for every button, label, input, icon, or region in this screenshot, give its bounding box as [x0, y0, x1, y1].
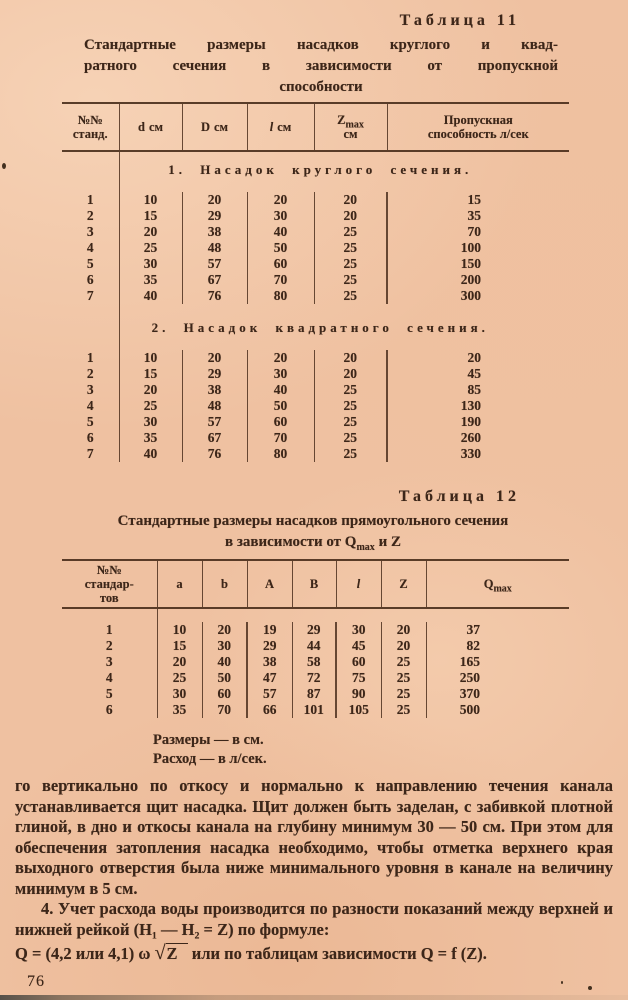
cell: 10 [157, 622, 202, 638]
header-text: №№ [77, 113, 103, 127]
cell: 67 [182, 430, 247, 446]
caption-line [58, 532, 568, 553]
cell: 20 [381, 638, 426, 654]
cell: 130 [387, 398, 569, 414]
header-symbol: D [200, 120, 210, 134]
cell: 35 [119, 272, 182, 288]
table-row [62, 382, 569, 398]
cell: 165 [426, 654, 569, 670]
cell: 20 [247, 350, 314, 366]
table-12 [62, 559, 569, 718]
header-cell-zmax [314, 103, 387, 151]
header-cell-A [247, 560, 292, 608]
section-title-cell [119, 319, 569, 337]
cell: 20 [247, 192, 314, 208]
caption-text: в зависимости от Q [225, 534, 357, 550]
cell: 20 [182, 350, 247, 366]
cell: 20 [314, 192, 387, 208]
table-spacer-row [62, 179, 569, 192]
header-cell-a [157, 560, 202, 608]
cell: 25 [314, 240, 387, 256]
spacer-cell [119, 304, 569, 319]
header-cell-b [202, 560, 247, 608]
cell: 50 [247, 398, 314, 414]
caption-text: и Z [374, 534, 401, 550]
cell: 25 [314, 430, 387, 446]
cell: 30 [336, 622, 381, 638]
cell: 40 [202, 654, 247, 670]
table-spacer-row [62, 337, 569, 350]
header-symbol: b [221, 577, 228, 591]
section-title: 1. Насадок круглого сечения. [168, 162, 473, 177]
cell: 60 [247, 256, 314, 272]
cell: 48 [182, 398, 247, 414]
caption-line: Стандартные размеры насадков прямоугольного сечения [117, 513, 509, 529]
cell: 6 [105, 702, 113, 717]
header-text: тов [99, 591, 119, 605]
cell: 3 [105, 654, 113, 669]
cell: 15 [119, 208, 182, 224]
cell: 90 [336, 686, 381, 702]
cell: 70 [387, 224, 569, 240]
table-11-caption [84, 35, 558, 98]
cell: 2 [86, 208, 94, 223]
cell: 40 [247, 382, 314, 398]
header-unit: см [213, 120, 229, 134]
formula-text: или по таблицам зависимости Q = f (Z). [187, 944, 487, 963]
cell: 80 [247, 446, 314, 462]
cell: 6 [86, 430, 94, 445]
spacer-cell [119, 151, 569, 161]
page-number: 76 [27, 973, 45, 990]
cell: 25 [119, 240, 182, 256]
cell: 80 [247, 288, 314, 304]
cell: 44 [292, 638, 336, 654]
cell: 35 [387, 208, 569, 224]
header-cell-Z [381, 560, 426, 608]
cell: 20 [314, 208, 387, 224]
cell: 67 [182, 272, 247, 288]
cell: 30 [119, 256, 182, 272]
cell: 250 [426, 670, 569, 686]
spacer-cell [62, 304, 119, 319]
cell: 1 [86, 350, 94, 365]
cell: 4 [105, 670, 113, 685]
note-line: Размеры — в см. [153, 732, 264, 748]
cell: 15 [387, 192, 569, 208]
cell: 500 [426, 702, 569, 718]
cell: 29 [247, 638, 292, 654]
header-symbol: Z [399, 577, 408, 591]
cell: 38 [247, 654, 292, 670]
cell: 25 [381, 686, 426, 702]
spacer-cell [157, 608, 569, 622]
cell: 10 [119, 350, 182, 366]
section-title: 2. Насадок квадратного сечения. [151, 320, 489, 335]
header-cell-qmax [426, 560, 569, 608]
header-cell-l [247, 103, 314, 151]
header-symbol: l [269, 120, 274, 134]
cell: 66 [247, 702, 292, 718]
cell: 330 [387, 446, 569, 462]
cell: 1 [105, 622, 113, 637]
section-title-cell [119, 161, 569, 179]
table-row [62, 256, 569, 272]
cell: 25 [381, 654, 426, 670]
spacer-cell [62, 161, 119, 179]
cell: 75 [336, 670, 381, 686]
cell: 25 [381, 702, 426, 718]
table-row [62, 670, 569, 686]
table-11 [62, 102, 569, 462]
cell: 25 [119, 398, 182, 414]
cell: 25 [314, 272, 387, 288]
cell: 60 [202, 686, 247, 702]
table-row [62, 224, 569, 240]
header-unit: см [277, 120, 292, 134]
table-spacer-row [62, 151, 569, 161]
spacer-cell [119, 179, 569, 192]
cell: 1 [86, 192, 94, 207]
cell: 60 [336, 654, 381, 670]
cell: 58 [292, 654, 336, 670]
table-11-header-row [62, 103, 569, 151]
table-row [62, 398, 569, 414]
caption-subscript: max [356, 542, 375, 553]
cell: 48 [182, 240, 247, 256]
cell: 57 [247, 686, 292, 702]
header-text: №№ [96, 563, 122, 577]
table-row [62, 192, 569, 208]
cell: 25 [314, 382, 387, 398]
cell: 19 [247, 622, 292, 638]
cell: 38 [182, 382, 247, 398]
cell: 87 [292, 686, 336, 702]
note-line: Расход — в л/сек. [153, 751, 267, 767]
cell: 40 [247, 224, 314, 240]
cell: 150 [387, 256, 569, 272]
header-symbol: B [309, 577, 319, 591]
table-row [62, 272, 569, 288]
cell: 20 [314, 366, 387, 382]
cell: 35 [157, 702, 202, 718]
cell: 76 [182, 446, 247, 462]
cell: 50 [202, 670, 247, 686]
table-row [62, 654, 569, 670]
table-12-header-row [62, 560, 569, 608]
table-row [62, 366, 569, 382]
cell: 4 [86, 240, 94, 255]
cell: 25 [314, 446, 387, 462]
cell: 25 [314, 224, 387, 240]
cell: 300 [387, 288, 569, 304]
cell: 370 [426, 686, 569, 702]
body-text [15, 776, 613, 991]
header-cell-l [336, 560, 381, 608]
header-symbol: l [356, 577, 361, 591]
cell: 25 [314, 288, 387, 304]
cell: 15 [157, 638, 202, 654]
table-notes [153, 731, 628, 769]
paper-speck [588, 986, 592, 990]
cell: 30 [202, 638, 247, 654]
table-row [62, 288, 569, 304]
spacer-cell [62, 608, 157, 622]
cell: 29 [182, 208, 247, 224]
cell: 2 [86, 366, 94, 381]
cell: 60 [247, 414, 314, 430]
cell: 29 [292, 622, 336, 638]
cell: 105 [336, 702, 381, 718]
cell: 70 [202, 702, 247, 718]
paragraph-item-4: 4. Учет расхода воды производится по разности показаний между верхней и нижней рейкой (H₁ — H₂ = Z) по формуле: [15, 899, 613, 939]
formula-radicand: Z [166, 943, 188, 963]
spacer-cell [62, 151, 119, 161]
cell: 3 [86, 224, 94, 239]
cell: 25 [381, 670, 426, 686]
table-12-label: Таблица 12 [398, 488, 520, 505]
header-subscript: max [345, 119, 364, 131]
cell: 40 [119, 446, 182, 462]
cell: 40 [119, 288, 182, 304]
cell: 20 [202, 622, 247, 638]
spacer-cell [62, 179, 119, 192]
header-symbol: Z [337, 113, 346, 127]
cell: 82 [426, 638, 569, 654]
header-symbol: Q [483, 577, 494, 591]
cell: 70 [247, 430, 314, 446]
section-2-title-row [62, 319, 569, 337]
cell: 2 [105, 638, 113, 653]
table-row [62, 350, 569, 366]
cell: 25 [314, 256, 387, 272]
cell: 5 [86, 414, 94, 429]
formula-text: Q = (4,2 или 4,1) ω [15, 944, 155, 963]
caption-line: Стандартные размеры насадков круглого и квад- [84, 37, 558, 53]
cell: 50 [247, 240, 314, 256]
header-subscript: max [493, 583, 512, 595]
table-row [62, 446, 569, 462]
header-cell-D [182, 103, 247, 151]
cell: 5 [86, 256, 94, 271]
header-cell-number [62, 103, 119, 151]
table-row [62, 638, 569, 654]
formula-line [15, 942, 613, 965]
cell: 10 [119, 192, 182, 208]
cell: 38 [182, 224, 247, 240]
header-symbol: A [264, 577, 275, 591]
table-row [62, 622, 569, 638]
cell: 30 [247, 366, 314, 382]
cell: 7 [86, 288, 94, 303]
cell: 6 [86, 272, 94, 287]
cell: 30 [119, 414, 182, 430]
table-row [62, 414, 569, 430]
cell: 20 [119, 382, 182, 398]
cell: 25 [157, 670, 202, 686]
caption-line: способности [279, 79, 363, 95]
cell: 57 [182, 414, 247, 430]
cell: 5 [105, 686, 113, 701]
table-row [62, 686, 569, 702]
cell: 260 [387, 430, 569, 446]
cell: 85 [387, 382, 569, 398]
cell: 20 [182, 192, 247, 208]
cell: 45 [336, 638, 381, 654]
cell: 15 [119, 366, 182, 382]
cell: 200 [387, 272, 569, 288]
spacer-cell [62, 319, 119, 337]
table-row [62, 208, 569, 224]
header-cell-capacity [387, 103, 569, 151]
cell: 76 [182, 288, 247, 304]
cell: 25 [314, 398, 387, 414]
cell: 47 [247, 670, 292, 686]
cell: 72 [292, 670, 336, 686]
cell: 20 [387, 350, 569, 366]
cell: 29 [182, 366, 247, 382]
paper-speck [2, 163, 6, 169]
header-text: стандар- [84, 577, 134, 591]
table-spacer-row [62, 608, 569, 622]
cell: 4 [86, 398, 94, 413]
cell: 20 [314, 350, 387, 366]
cell: 25 [314, 414, 387, 430]
square-root-icon: √ [154, 942, 166, 964]
spacer-cell [119, 337, 569, 350]
cell: 30 [157, 686, 202, 702]
cell: 101 [292, 702, 336, 718]
cell: 70 [247, 272, 314, 288]
cell: 30 [247, 208, 314, 224]
header-text: Пропускная способность л/сек [427, 113, 529, 141]
header-cell-d [119, 103, 182, 151]
cell: 57 [182, 256, 247, 272]
table-row [62, 702, 569, 718]
header-text: станд. [72, 127, 108, 141]
table-11-label: Таблица 11 [399, 12, 520, 29]
header-cell-B [292, 560, 336, 608]
cell: 20 [381, 622, 426, 638]
cell: 20 [157, 654, 202, 670]
table-row [62, 240, 569, 256]
cell: 45 [387, 366, 569, 382]
paragraph-continuation: го вертикально по откосу и нормально к направлению течения канала устанавливается щит насадка. Щит должен быть заделан, с забивкой плотной глиной, в дно и откосы канала на глубину минимум 30 — 50 см. При этом для обеспечения затопления насадка необходимо, чтобы отметка верхнего края выходного отверстия была ниже минимального уровня в канале на величину минимум в 5 см. [15, 776, 613, 898]
header-symbol: a [176, 577, 183, 591]
table-row [62, 430, 569, 446]
header-unit: см [343, 127, 358, 141]
header-cell-number [62, 560, 157, 608]
paper-speck [561, 981, 563, 984]
cell: 3 [86, 382, 94, 397]
page-bottom-edge-shadow [0, 995, 628, 1000]
section-1-title-row [62, 161, 569, 179]
spacer-cell [62, 337, 119, 350]
cell: 190 [387, 414, 569, 430]
cell: 100 [387, 240, 569, 256]
header-unit: см [148, 120, 163, 134]
table-12-caption [58, 511, 568, 553]
cell: 7 [86, 446, 94, 461]
cell: 37 [426, 622, 569, 638]
table-spacer-row [62, 304, 569, 319]
cell: 20 [119, 224, 182, 240]
cell: 35 [119, 430, 182, 446]
header-symbol: d [137, 120, 145, 134]
caption-line: ратного сечения в зависимости от пропускной [84, 58, 558, 74]
